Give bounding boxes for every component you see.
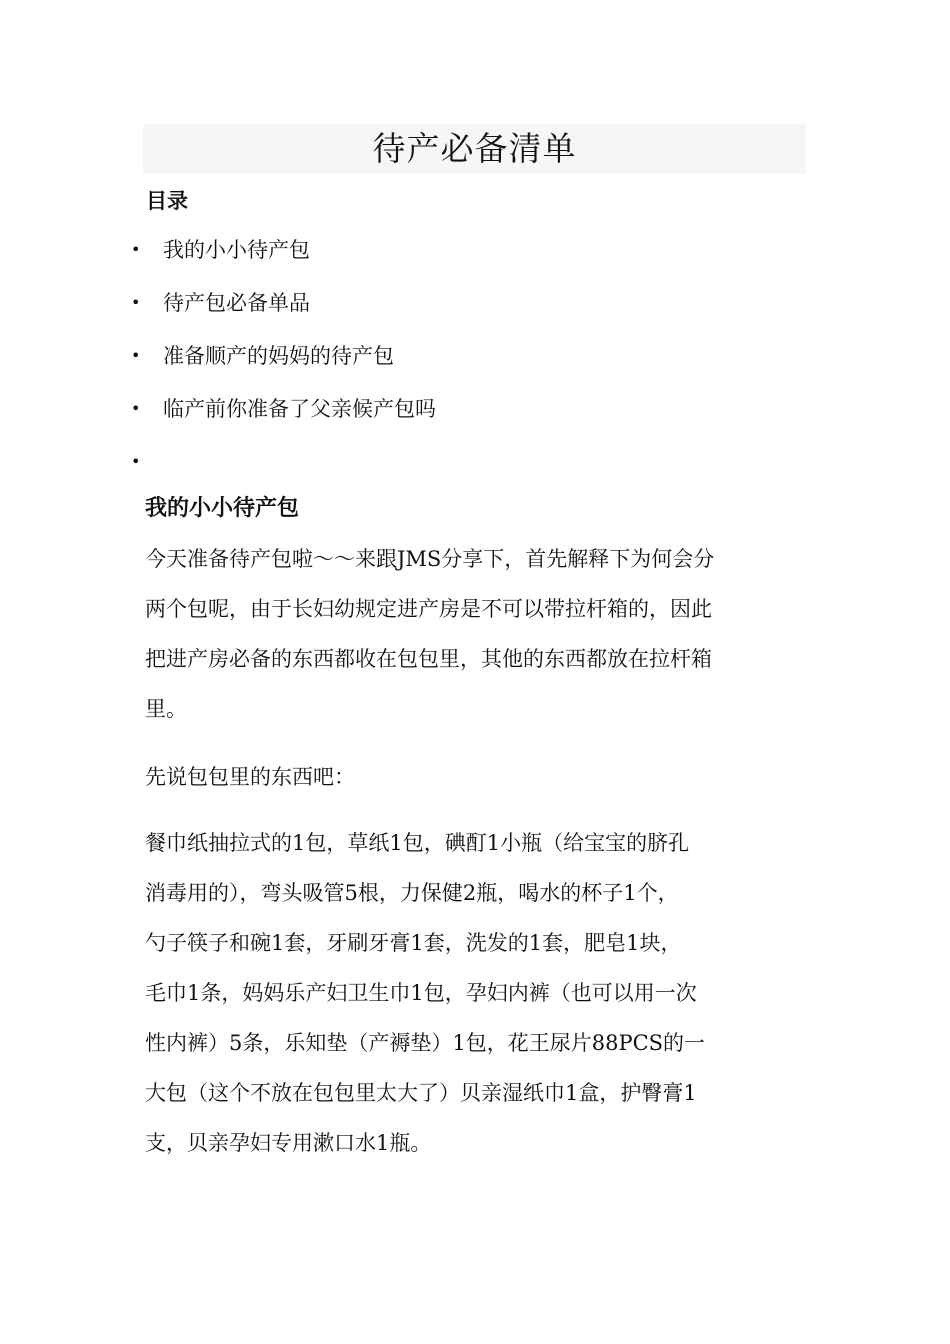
paragraph-line: 两个包呢，由于长妇幼规定进产房是不可以带拉杆箱的，因此: [145, 597, 712, 621]
paragraph-line: 里。: [145, 697, 187, 721]
paragraph-line: 毛巾1条，妈妈乐产妇卫生巾1包，孕妇内裤（也可以用一次: [145, 981, 697, 1005]
bullet-icon: •: [131, 452, 141, 471]
toc-item-label[interactable]: 待产包必备单品: [163, 291, 310, 315]
title-banner: [143, 124, 806, 174]
lead-in-paragraph: [145, 752, 803, 802]
paragraph-line: 支，贝亲孕妇专用漱口水1瓶。: [145, 1131, 432, 1155]
paragraph-line: 性内裤）5条，乐知垫（产褥垫）1包，花王尿片88PCS的一: [145, 1031, 706, 1055]
toc-item-label[interactable]: 我的小小待产包: [163, 238, 310, 262]
toc-heading: 目录: [146, 189, 188, 213]
intro-paragraph: [145, 534, 803, 734]
bullet-icon: •: [131, 293, 141, 312]
toc-item-label[interactable]: 临产前你准备了父亲候产包吗: [163, 397, 436, 421]
toc-item-label[interactable]: 准备顺产的妈妈的待产包: [163, 344, 394, 368]
paragraph-line: 把进产房必备的东西都收在包包里，其他的东西都放在拉杆箱: [145, 647, 712, 671]
items-paragraph: [145, 818, 803, 1168]
section-heading: 我的小小待产包: [145, 496, 300, 521]
bullet-icon: •: [131, 346, 141, 365]
paragraph-line: 勺子筷子和碗1套，牙刷牙膏1套，洗发的1套，肥皂1块，: [145, 931, 682, 955]
paragraph-line: 消毒用的），弯头吸管5根，力保健2瓶，喝水的杯子1个，: [145, 881, 679, 905]
paragraph-line: 餐巾纸抽拉式的1包，草纸1包，碘酊1小瓶（给宝宝的脐孔: [145, 831, 690, 855]
bullet-icon: •: [131, 240, 141, 259]
document-title: 待产必备清单: [372, 129, 577, 168]
paragraph-line: 先说包包里的东西吧：: [145, 765, 355, 789]
paragraph-line: 大包（这个不放在包包里太大了）贝亲湿纸巾1盒，护臀膏1: [145, 1081, 697, 1105]
bullet-icon: •: [131, 399, 141, 418]
paragraph-line: 今天准备待产包啦～～来跟JMS分享下，首先解释下为何会分: [145, 547, 715, 571]
